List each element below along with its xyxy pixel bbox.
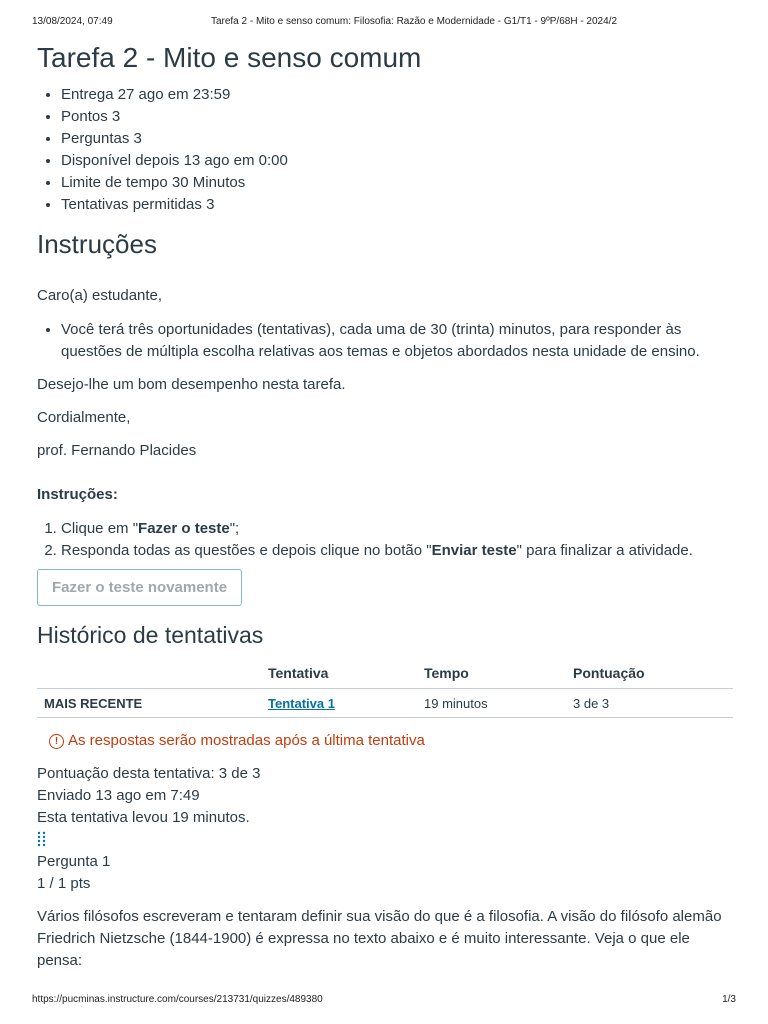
warning-text: As respostas serão mostradas após a última tentativa [68, 732, 425, 749]
question-points: 1 / 1 pts [37, 875, 91, 892]
step-1-prefix: Clique em " [61, 520, 139, 537]
instructions-list [37, 319, 733, 363]
alert-circle-icon: ! [49, 734, 64, 749]
detail-points: • Pontos 3 [61, 106, 733, 128]
print-header [32, 16, 736, 30]
quiz-title: Tarefa 2 - Mito e senso comum [37, 42, 422, 73]
step-1-bold: Fazer o teste [138, 520, 230, 537]
column-header-time: Tempo [424, 658, 573, 689]
detail-time-limit: • Limite de tempo 30 Minutos [61, 172, 733, 194]
most-recent-label: MAIS RECENTE [37, 689, 268, 718]
table-row [37, 689, 733, 718]
regards-text: Cordialmente, [37, 409, 131, 426]
question-label: Pergunta 1 [37, 853, 111, 870]
detail-due: • Entrega 27 ago em 23:59 [61, 84, 733, 106]
wish-text: Desejo-lhe um bom desempenho nesta tarefa. [37, 376, 346, 393]
step-2 [61, 540, 733, 562]
table-header-row [37, 658, 733, 689]
question-text: Vários filósofos escreveram e tentaram definir sua visão do que é a filosofia. A visão do filósofo alemão Friedrich Nietzsche (1844-1900) é expressa no texto abaixo e é muito interessante. Veja o que ele pensa: [37, 908, 722, 969]
signature: prof. Fernando Placides [37, 442, 197, 459]
steps-list [37, 518, 733, 562]
drag-handle-svg [37, 831, 47, 847]
greeting: Caro(a) estudante, [37, 287, 163, 304]
column-header-status [37, 658, 268, 689]
step-1-suffix: "; [229, 520, 240, 537]
drag-handle-icon[interactable] [37, 831, 733, 851]
attempt-link[interactable]: Tentativa 1 [268, 695, 335, 711]
print-date: 13/08/2024, 07:49 [32, 16, 113, 27]
step-2-suffix: " para finalizar a atividade. [516, 542, 693, 559]
detail-attempts: • Tentativas permitidas 3 [61, 194, 733, 216]
column-header-score: Pontuação [573, 658, 733, 689]
main-content [37, 40, 733, 972]
submitted-time: Enviado 13 ago em 7:49 [37, 787, 200, 804]
attempt-score: Pontuação desta tentativa: 3 de 3 [37, 765, 261, 782]
print-url: https://pucminas.instructure.com/courses/213731/quizzes/489380 [32, 994, 323, 1005]
print-footer [32, 994, 736, 1008]
attempt-duration: Esta tentativa levou 19 minutos. [37, 809, 250, 826]
steps-heading: Instruções: [37, 486, 118, 503]
time-cell: 19 minutos [424, 689, 573, 718]
step-2-bold: Enviar teste [431, 542, 517, 559]
step-1 [61, 518, 733, 540]
instructions-bullet: • Você terá três oportunidades (tentativas), cada uma de 30 (trinta) minutos, para responder às questões de múltipla escolha relativas aos temas e objetos abordados nesta unidade de ensino. [61, 319, 733, 363]
detail-available: • Disponível depois 13 ago em 0:00 [61, 150, 733, 172]
score-cell: 3 de 3 [573, 689, 733, 718]
quiz-details [37, 84, 733, 216]
detail-questions: • Perguntas 3 [61, 128, 733, 150]
step-2-prefix: Responda todas as questões e depois clique no botão " [61, 542, 432, 559]
history-heading: Histórico de tentativas [37, 622, 264, 648]
answers-warning [49, 730, 733, 752]
attempts-table [37, 658, 733, 718]
column-header-attempt: Tentativa [268, 658, 424, 689]
instructions-heading: Instruções [37, 229, 157, 259]
page-number: 1/3 [722, 994, 736, 1005]
print-title: Tarefa 2 - Mito e senso comum: Filosofia: Razão e Modernidade - G1/T1 - 9ºP/68H - 2024/2 [210, 16, 618, 27]
retake-quiz-button[interactable]: Fazer o teste novamente [37, 569, 242, 606]
attempt-cell [268, 689, 424, 718]
